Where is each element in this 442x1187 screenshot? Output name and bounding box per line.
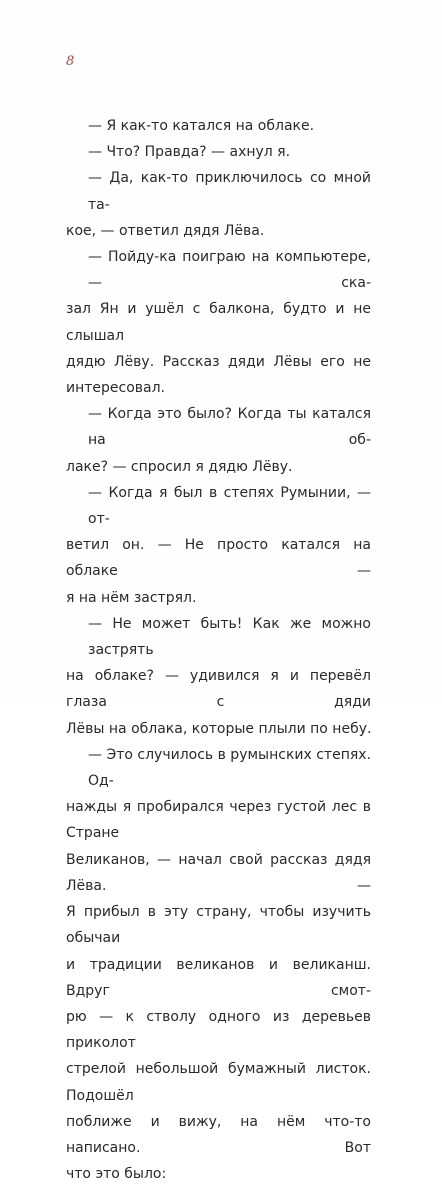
text-line: кое, — ответил дядя Лёва.	[66, 222, 265, 239]
text-line: — Да, как-то приключилось со мной та-	[88, 170, 371, 213]
text-line: стрелой небольшой бумажный листок. Подошёл	[66, 1061, 371, 1104]
text-line: зал Ян и ушёл с балкона, будто и не слышал	[66, 301, 371, 344]
text-line: нажды я пробирался через густой лес в Стране	[66, 799, 371, 842]
text-line: — Когда я был в степях Румынии, — от-	[88, 484, 371, 528]
text-line: что это было:	[66, 1166, 167, 1183]
text-line: дядю Лёву. Рассказ дяди Лёвы его не интересовал.	[66, 353, 371, 397]
text-line: — Что? Правда? — ахнул я.	[88, 144, 291, 161]
text-line: я на нём застрял.	[66, 589, 197, 606]
text-line: лаке? — спросил я дядю Лёву.	[66, 458, 293, 475]
text-line: — Это случилось в румынских степях. Од-	[88, 746, 372, 790]
text-line: Лёвы на облака, которые плыли по небу.	[66, 720, 372, 737]
page-number: 8	[66, 54, 75, 69]
text-line: поближе и вижу, на нём что-то написано. Вот	[66, 1113, 371, 1156]
text-line: Я прибыл в эту страну, чтобы изучить обычаи	[66, 904, 371, 947]
text-line: на облаке? — удивился я и перевёл глаза с дяди	[66, 668, 371, 711]
text-line: — Когда это было? Когда ты катался на об-	[88, 406, 371, 449]
text-line: — Пойду-ка поиграю на компьютере, — ска-	[88, 249, 371, 292]
text-line: и традиции великанов и великанш. Вдруг смот-	[66, 956, 371, 999]
text-line: Великанов, — начал свой рассказ дядя Лёва. —	[66, 851, 371, 894]
text-line: — Не может быть! Как же можно застрять	[88, 615, 371, 659]
text-line: рю — к стволу одного из деревьев приколот	[66, 1008, 371, 1052]
text-line: — Я как-то катался на облаке.	[88, 118, 315, 134]
text-line: ветил он. — Не просто катался на облаке —	[66, 537, 371, 580]
body-text	[66, 113, 371, 1187]
